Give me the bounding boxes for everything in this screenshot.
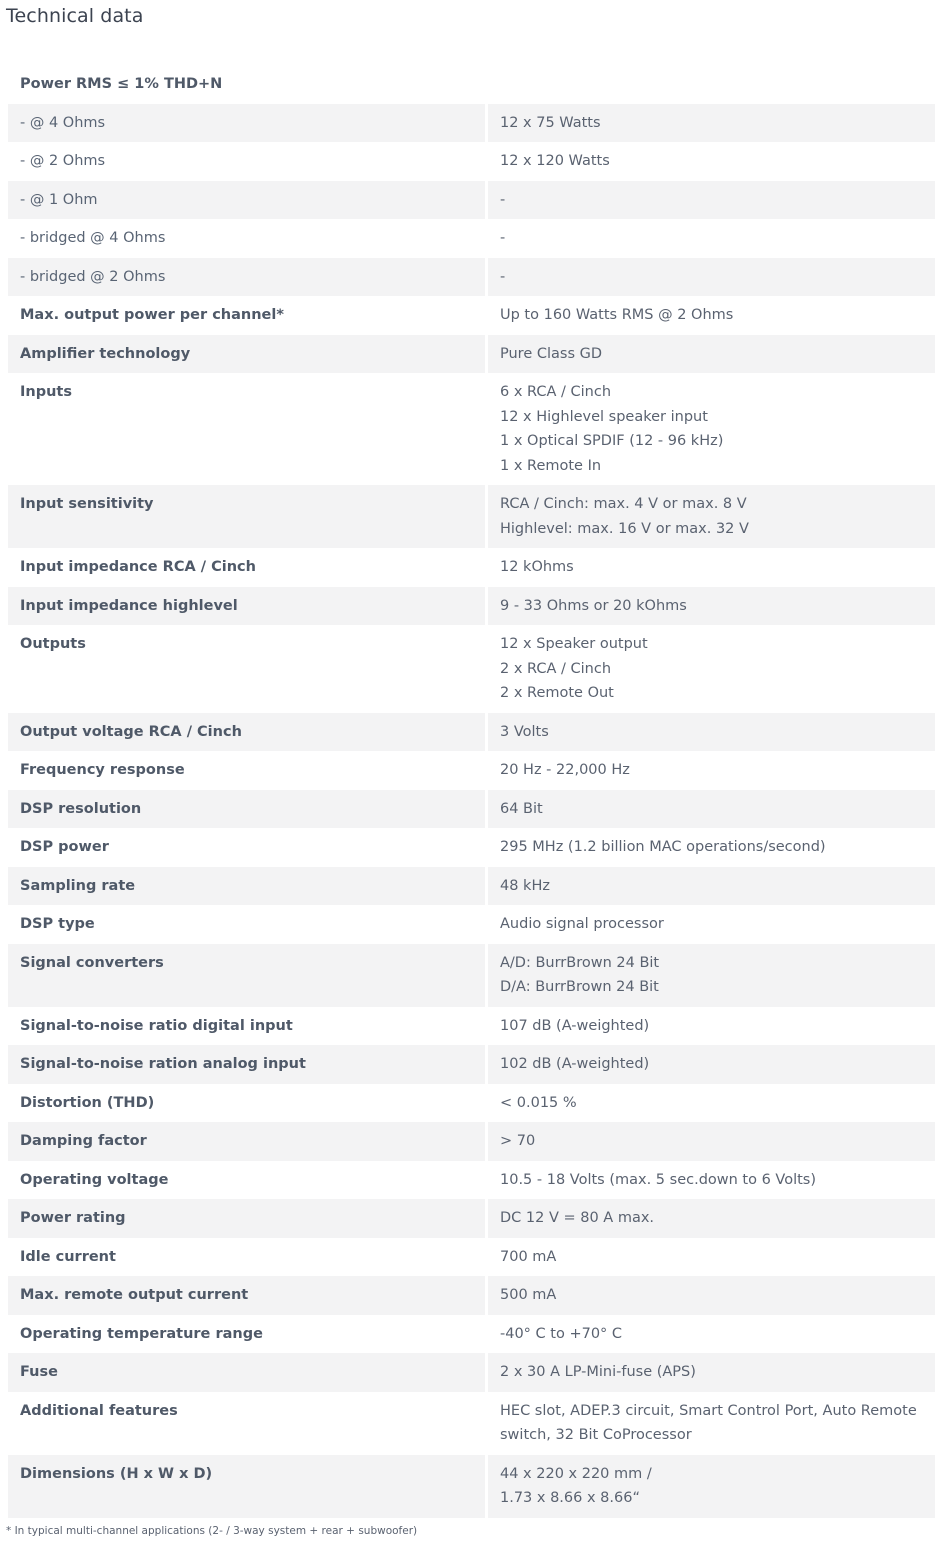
spec-label: Signal converters xyxy=(8,944,485,1007)
table-row xyxy=(8,905,935,944)
table-row xyxy=(8,548,935,587)
spec-label: Max. output power per channel* xyxy=(20,307,284,323)
table-heading-row xyxy=(8,65,935,104)
spec-label: - bridged @ 2 Ohms xyxy=(8,258,485,297)
spec-value: 700 mA xyxy=(485,1238,935,1277)
table-row xyxy=(8,485,935,548)
spec-label: Inputs xyxy=(20,384,72,400)
spec-value-line: D/A: BurrBrown 24 Bit xyxy=(500,979,659,995)
spec-value: 295 MHz (1.2 billion MAC operations/second) xyxy=(485,828,935,867)
table-row xyxy=(8,1455,935,1518)
power-rms-heading: Power RMS ≤ 1% THD+N xyxy=(20,76,223,92)
spec-value-line: 44 x 220 x 220 mm / xyxy=(500,1465,652,1482)
power-rms-heading-value xyxy=(485,65,935,104)
table-row xyxy=(8,625,935,713)
spec-value-line: 1 x Remote In xyxy=(500,457,602,474)
table-row xyxy=(8,1276,935,1315)
table-row xyxy=(8,587,935,626)
spec-value: 20 Hz - 22,000 Hz xyxy=(485,751,935,790)
spec-value: Up to 160 Watts RMS @ 2 Ohms xyxy=(485,296,935,335)
spec-value: DC 12 V = 80 A max. xyxy=(485,1199,935,1238)
table-row xyxy=(8,1392,935,1455)
spec-value: > 70 xyxy=(485,1122,935,1161)
spec-label: Max. remote output current xyxy=(8,1276,485,1315)
spec-label: Frequency response xyxy=(20,762,185,778)
spec-label: Dimensions (H x W x D) xyxy=(8,1455,485,1518)
page-title: Technical data xyxy=(6,5,144,27)
spec-value xyxy=(485,485,935,548)
spec-value-line: 6 x RCA / Cinch xyxy=(500,384,612,400)
table-row xyxy=(8,181,935,220)
spec-value: 12 x 75 Watts xyxy=(485,104,935,143)
spec-label: - @ 2 Ohms xyxy=(20,153,106,169)
spec-value: 107 dB (A-weighted) xyxy=(485,1007,935,1046)
spec-value-line: 12 x Speaker output xyxy=(500,636,648,652)
spec-value xyxy=(485,1455,935,1518)
table-row xyxy=(8,1315,935,1354)
footnote: * In typical multi-channel applications (2- / 3-way system + rear + subwoofer) xyxy=(6,1525,418,1537)
spec-value: 102 dB (A-weighted) xyxy=(485,1045,935,1084)
spec-value: - xyxy=(485,258,935,297)
table-row xyxy=(8,335,935,374)
spec-value: 12 x 120 Watts xyxy=(485,142,935,181)
spec-value xyxy=(485,373,935,485)
table-row xyxy=(8,1238,935,1277)
table-row xyxy=(8,751,935,790)
spec-value: 2 x 30 A LP-Mini-fuse (APS) xyxy=(485,1353,935,1392)
spec-table xyxy=(8,65,935,1518)
spec-value: 10.5 - 18 Volts (max. 5 sec.down to 6 Volts) xyxy=(485,1161,935,1200)
spec-label: Input impedance RCA / Cinch xyxy=(20,559,256,575)
spec-value: Audio signal processor xyxy=(485,905,935,944)
spec-label: Signal-to-noise ration analog input xyxy=(8,1045,485,1084)
table-row xyxy=(8,1045,935,1084)
spec-label: Outputs xyxy=(20,636,86,652)
table-row xyxy=(8,219,935,258)
spec-value xyxy=(485,625,935,713)
spec-label: Signal-to-noise ratio digital input xyxy=(20,1017,293,1034)
spec-label: Operating temperature range xyxy=(20,1325,263,1342)
spec-value-line: 2 x RCA / Cinch xyxy=(500,660,612,677)
table-row xyxy=(8,373,935,485)
spec-value: 3 Volts xyxy=(485,713,935,752)
table-row xyxy=(8,1122,935,1161)
table-row xyxy=(8,296,935,335)
spec-label: Amplifier technology xyxy=(8,335,485,374)
table-row xyxy=(8,104,935,143)
spec-label: Input sensitivity xyxy=(8,485,485,548)
spec-value: 500 mA xyxy=(485,1276,935,1315)
spec-label: - @ 1 Ohm xyxy=(8,181,485,220)
table-row xyxy=(8,1353,935,1392)
spec-label: Idle current xyxy=(20,1248,116,1265)
spec-label: Damping factor xyxy=(8,1122,485,1161)
spec-value-line: RCA / Cinch: max. 4 V or max. 8 V xyxy=(500,496,747,512)
spec-value-line: 2 x Remote Out xyxy=(500,685,614,701)
spec-label: DSP power xyxy=(20,839,109,855)
spec-label: Operating voltage xyxy=(20,1171,169,1188)
spec-value-line: A/D: BurrBrown 24 Bit xyxy=(500,954,660,971)
spec-value: < 0.015 % xyxy=(485,1084,935,1123)
spec-value: - xyxy=(485,219,935,258)
spec-value: HEC slot, ADEP.3 circuit, Smart Control Port, Auto Remote switch, 32 Bit CoProcessor xyxy=(485,1392,935,1455)
spec-value: -40° C to +70° C xyxy=(485,1315,935,1354)
table-row xyxy=(8,258,935,297)
spec-label: Input impedance highlevel xyxy=(8,587,485,626)
table-row xyxy=(8,1199,935,1238)
spec-label: DSP type xyxy=(20,916,95,932)
spec-value-line: 1 x Optical SPDIF (12 - 96 kHz) xyxy=(500,433,724,449)
spec-label: Distortion (THD) xyxy=(20,1094,155,1111)
table-row xyxy=(8,944,935,1007)
table-row xyxy=(8,713,935,752)
spec-label: DSP resolution xyxy=(8,790,485,829)
spec-value: 9 - 33 Ohms or 20 kOhms xyxy=(485,587,935,626)
spec-label: Output voltage RCA / Cinch xyxy=(8,713,485,752)
table-row xyxy=(8,1007,935,1046)
spec-label: Additional features xyxy=(20,1402,178,1419)
spec-value-line: Highlevel: max. 16 V or max. 32 V xyxy=(500,520,749,537)
spec-label: Power rating xyxy=(8,1199,485,1238)
table-row xyxy=(8,867,935,906)
spec-value: 12 kOhms xyxy=(485,548,935,587)
table-row xyxy=(8,1161,935,1200)
table-row xyxy=(8,828,935,867)
spec-value: - xyxy=(485,181,935,220)
spec-value-line: 12 x Highlevel speaker input xyxy=(500,408,708,425)
spec-value: 64 Bit xyxy=(485,790,935,829)
spec-value xyxy=(485,944,935,1007)
spec-value: Pure Class GD xyxy=(485,335,935,374)
spec-label: Fuse xyxy=(8,1353,485,1392)
spec-label: Sampling rate xyxy=(8,867,485,906)
spec-label: - @ 4 Ohms xyxy=(8,104,485,143)
spec-label: - bridged @ 4 Ohms xyxy=(20,230,166,246)
table-row xyxy=(8,790,935,829)
spec-value-line: 1.73 x 8.66 x 8.66“ xyxy=(500,1490,640,1506)
spec-value: 48 kHz xyxy=(485,867,935,906)
table-row xyxy=(8,142,935,181)
table-row xyxy=(8,1084,935,1123)
